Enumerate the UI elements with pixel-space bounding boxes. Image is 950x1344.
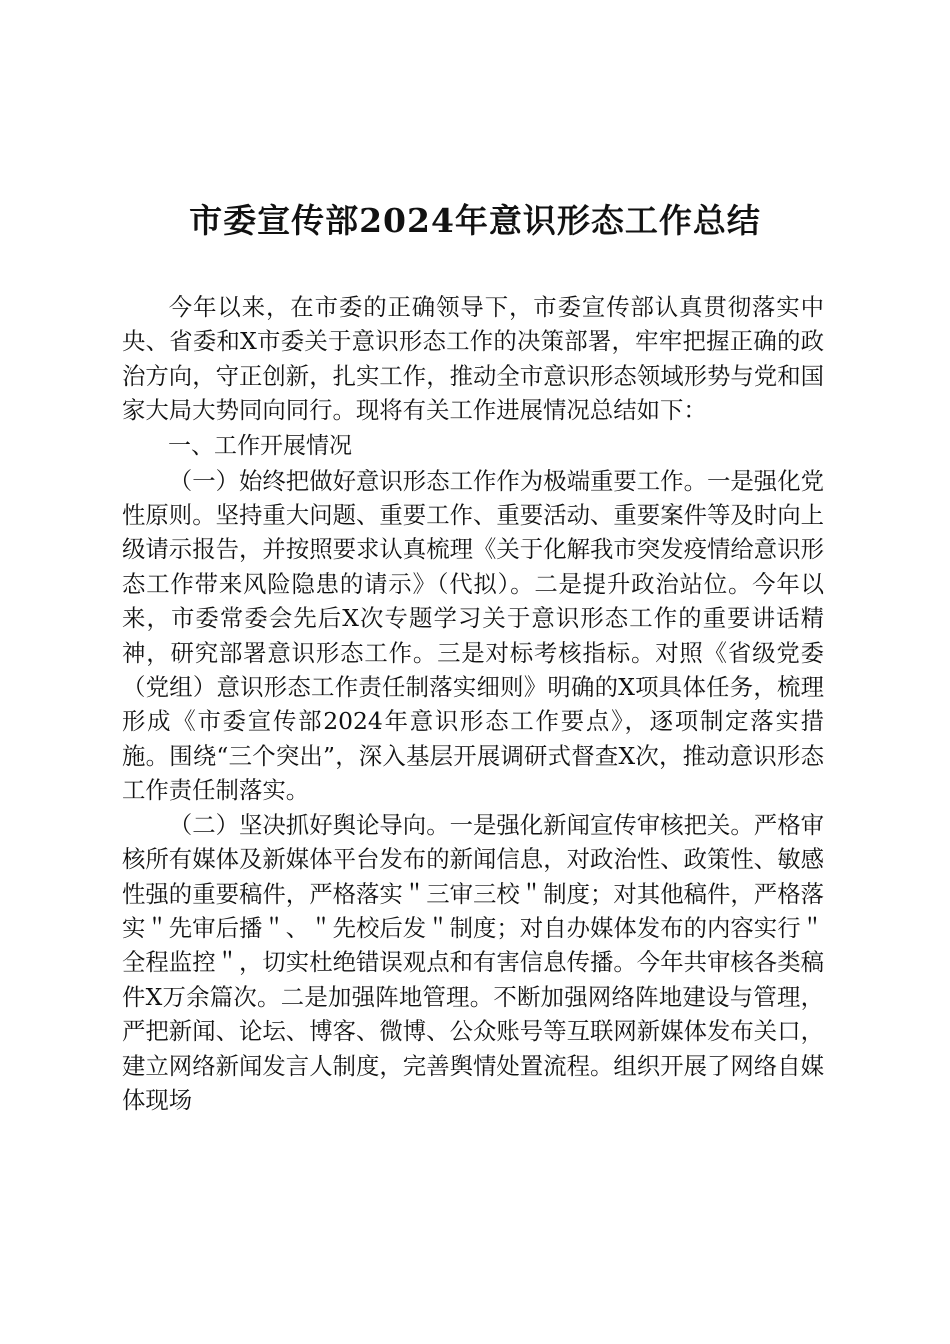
section-heading: 一、工作开展情况 — [168, 432, 352, 459]
document-body — [122, 290, 824, 1117]
document-title: 市委宣传部2024年意识形态工作总结 — [189, 201, 761, 240]
body-paragraph-2: （二）坚决抓好舆论导向。一是强化新闻宣传审核把关。严格审核所有媒体及新媒体平台发布的新闻信息，对政治性、政策性、敏感性强的重要稿件，严格落实＂三审三校＂制度；对其他稿件，严格落实＂先审后播＂、＂先校后发＂制度；对自办媒体发布的内容实行＂全程监控＂，切实杜绝错误观点和有害信息传播。今年共审核各类稿件X万余篇次。二是加强阵地管理。不断加强网络阵地建设与管理，严把新闻、论坛、博客、微博、公众账号等互联网新媒体发布关口，建立网络新闻发言人制度，完善舆情处置流程。组织开展了网络自媒体现场 — [122, 810, 824, 1114]
body-paragraph-1: （一）始终把做好意识形态工作作为极端重要工作。一是强化党性原则。坚持重大问题、重要工作、重要活动、重要案件等及时向上级请示报告，并按照要求认真梳理《关于化解我市突发疫情给意识形态工作带来风险隐患的请示》（代拟）。二是提升政治站位。今年以来，市委常委会先后X次专题学习关于意识形态工作的重要讲话精神，研究部署意识形态工作。三是对标考核指标。对照《省级党委（党组）意识形态工作责任制落实细则》明确的X项具体任务，梳理形成《市委宣传部2024年意识形态工作要点》，逐项制定落实措施。围绕“三个突出”，深入基层开展调研式督查X次，推动意识形态工作责任制落实。 — [122, 466, 824, 805]
intro-paragraph: 今年以来，在市委的正确领导下，市委宣传部认真贯彻落实中央、省委和X市委关于意识形态工作的决策部署，牢牢把握正确的政治方向，守正创新，扎实工作，推动全市意识形态领域形势与党和国家大局大势同向同行。现将有关工作进展情况总结如下： — [122, 293, 824, 425]
